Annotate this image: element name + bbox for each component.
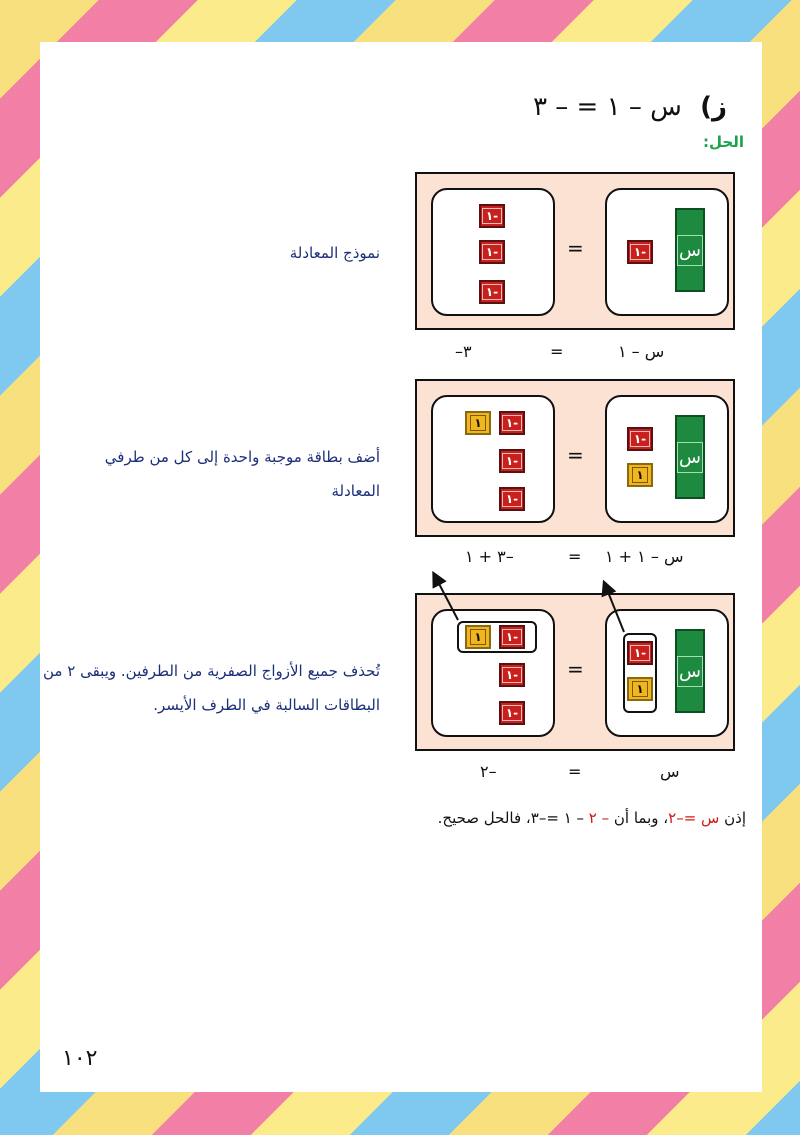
equals-sign: = xyxy=(567,443,584,467)
problem-label: ز) xyxy=(700,92,727,122)
negative-tile: ١- xyxy=(627,641,653,665)
step-3-equals: = xyxy=(568,762,582,781)
positive-tile: ١ xyxy=(465,625,491,649)
positive-tile: ١ xyxy=(627,677,653,701)
variable-tile: س xyxy=(675,629,705,713)
variable-tile: س xyxy=(675,415,705,499)
negative-tile: ١- xyxy=(627,240,653,264)
variable-tile: س xyxy=(675,208,705,292)
step-2-equals: = xyxy=(568,547,582,566)
step-2-right-expr: –٣ + ١ xyxy=(465,547,514,566)
worksheet-page xyxy=(40,42,762,1092)
positive-tile: ١ xyxy=(627,463,653,487)
negative-tile: ١- xyxy=(499,663,525,687)
conclusion xyxy=(438,809,746,827)
positive-tile: ١ xyxy=(465,411,491,435)
negative-tile: ١- xyxy=(499,411,525,435)
equals-sign: = xyxy=(567,657,584,681)
step-1-right-expr: –٣ xyxy=(455,342,472,361)
step-2-left-expr: س – ١ + ١ xyxy=(605,547,684,566)
step-3-left-expr: س xyxy=(660,762,680,781)
conclusion-part-1: إذن xyxy=(719,809,746,827)
step-1-equals: = xyxy=(550,342,564,361)
step-3-description: تُحذف جميع الأزواج الصفرية من الطرفين. ويبقى ٢ من البطاقات السالبة في الطرف الأيسر. xyxy=(43,662,380,714)
conclusion-part-3: ، وبما أن xyxy=(609,809,669,827)
removal-arrows xyxy=(40,42,762,1092)
negative-tile: ١- xyxy=(499,625,525,649)
negative-tile: ١- xyxy=(479,204,505,228)
negative-tile: ١- xyxy=(479,280,505,304)
arrow-left-pair xyxy=(436,578,458,620)
arrow-right-pair xyxy=(606,587,624,632)
page-number: ١٠٢ xyxy=(62,1046,98,1071)
conclusion-part-5: – ١ =–٣، فالحل صحيح. xyxy=(437,809,589,827)
conclusion-check-value: – ٢ xyxy=(588,809,610,827)
negative-tile: ١- xyxy=(499,701,525,725)
step-2-description: أضف بطاقة موجبة واحدة إلى كل من طرفي المعادلة xyxy=(104,448,380,500)
conclusion-solution: س =–٢ xyxy=(668,809,720,827)
negative-tile: ١- xyxy=(499,487,525,511)
problem-equation: س – ١ = – ٣ xyxy=(533,92,682,122)
step-1-description: نموذج المعادلة xyxy=(289,244,380,262)
negative-tile: ١- xyxy=(479,240,505,264)
solution-label: الحل: xyxy=(703,133,744,151)
step-1-left-expr: س – ١ xyxy=(618,342,665,361)
equals-sign: = xyxy=(567,236,584,260)
negative-tile: ١- xyxy=(499,449,525,473)
step-3-right-expr: –٢ xyxy=(480,762,497,781)
negative-tile: ١- xyxy=(627,427,653,451)
